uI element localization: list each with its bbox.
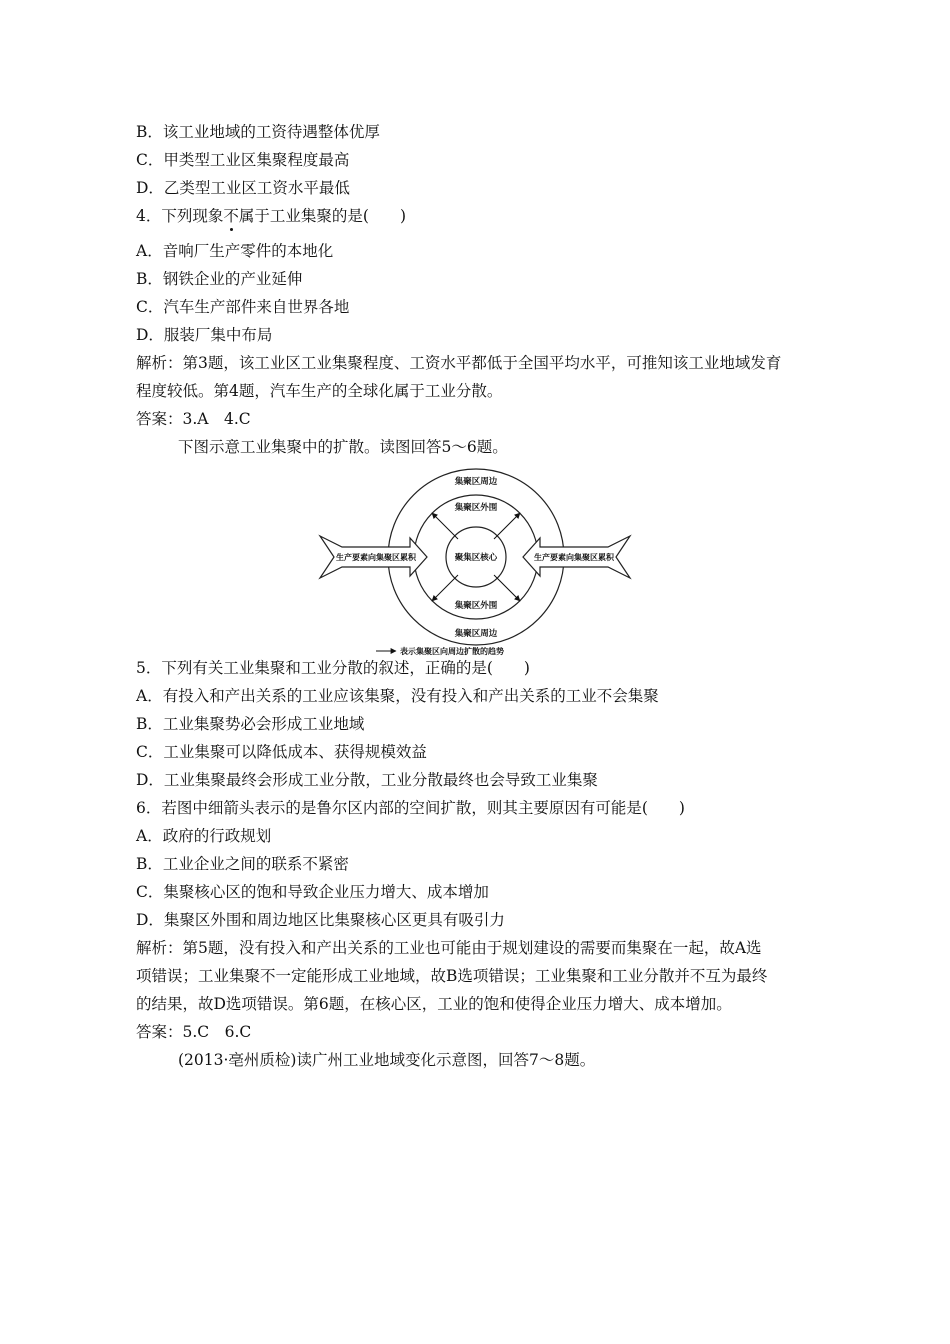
- analysis-3-4-line1: 解析：第3题，该工业区工业集聚程度、工资水平都低于全国平均水平，可推知该工业地域发育: [136, 354, 782, 372]
- line-b-wages: B．该工业地域的工资待遇整体优厚: [136, 123, 380, 141]
- analysis-5-6-line1: 解析：第5题，没有投入和产出关系的工业也可能由于规划建设的需要而集聚在一起，故A选: [136, 939, 762, 957]
- label-right-arrow: 生产要素向集聚区累积: [534, 553, 614, 562]
- analysis-3-4-line2: 程度较低。第4题，汽车生产的全球化属于工业分散。: [136, 382, 503, 400]
- industrial-diffusion-diagram: [318, 468, 632, 658]
- diffusion-arrow-ul: [432, 513, 458, 539]
- q6-option-a: A．政府的行政规划: [136, 827, 272, 845]
- label-left-arrow: 生产要素向集聚区累积: [336, 553, 416, 562]
- question-5: 5．下列有关工业集聚和工业分散的叙述，正确的是( ): [136, 659, 530, 677]
- q4-option-c: C．汽车生产部件来自世界各地: [136, 298, 350, 316]
- q4-option-d: D．服装厂集中布局: [136, 326, 273, 344]
- line-d-type-yi: D．乙类型工业区工资水平最低: [136, 179, 350, 197]
- label-inner-bottom: 集聚区外围: [454, 601, 498, 611]
- figure-intro: 下图示意工业集聚中的扩散。读图回答5～6题。: [178, 438, 508, 456]
- q5-option-d: D．工业集聚最终会形成工业分散，工业分散最终也会导致工业集聚: [136, 771, 598, 789]
- answer-5-6: 答案：5.C 6.C: [136, 1023, 252, 1041]
- q4-option-b: B．钢铁企业的产业延伸: [136, 270, 303, 288]
- diffusion-arrow-ur: [494, 513, 520, 539]
- diffusion-arrow-ll: [432, 575, 458, 601]
- next-figure-intro: (2013·亳州质检)读广州工业地域变化示意图，回答7～8题。: [178, 1051, 596, 1069]
- label-outer-bottom: 集聚区周边: [454, 629, 498, 639]
- q6-option-c: C．集聚核心区的饱和导致企业压力增大、成本增加: [136, 883, 489, 901]
- q6-option-b: B．工业企业之间的联系不紧密: [136, 855, 349, 873]
- q4-option-a: A．音响厂生产零件的本地化: [136, 242, 334, 260]
- q5-option-a: A．有投入和产出关系的工业应该集聚，没有投入和产出关系的工业不会集聚: [136, 687, 659, 705]
- question-4: 4．下列现象不属于工业集聚的是( ): [136, 207, 406, 225]
- line-c-type-jia: C．甲类型工业区集聚程度最高: [136, 151, 350, 169]
- q5-option-c: C．工业集聚可以降低成本、获得规模效益: [136, 743, 427, 761]
- q5-option-b: B．工业集聚势必会形成工业地域: [136, 715, 365, 733]
- diffusion-arrow-lr: [494, 575, 520, 601]
- label-inner-top: 集聚区外围: [454, 503, 498, 513]
- label-core: 聚集区核心: [454, 553, 498, 563]
- label-outer-top: 集聚区周边: [454, 477, 498, 487]
- q6-option-d: D．集聚区外围和周边地区比集聚核心区更具有吸引力: [136, 911, 505, 929]
- question-6: 6．若图中细箭头表示的是鲁尔区内部的空间扩散，则其主要原因有可能是( ): [136, 799, 685, 817]
- emphasis-dot-char: 不: [223, 207, 239, 225]
- analysis-5-6-line3: 的结果，故D选项错误。第6题，在核心区，工业的饱和使得企业压力增大、成本增加。: [136, 995, 732, 1013]
- answer-3-4: 答案：3.A 4.C: [136, 410, 251, 428]
- analysis-5-6-line2: 项错误；工业集聚不一定能形成工业地域，故B选项错误；工业集聚和工业分散并不互为最终: [136, 967, 768, 985]
- legend-text: 表示集聚区向周边扩散的趋势: [400, 647, 504, 656]
